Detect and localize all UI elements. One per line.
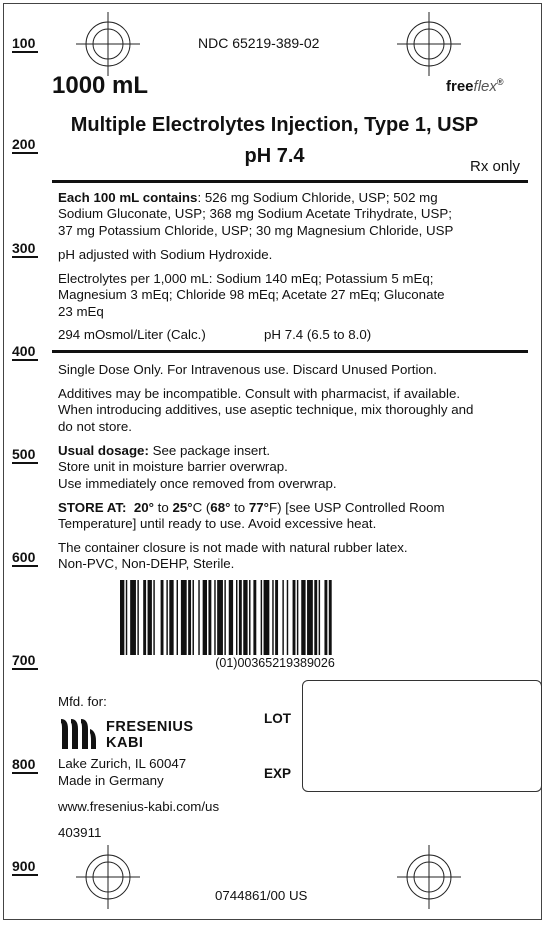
divider <box>52 350 528 353</box>
registration-mark-icon <box>76 845 140 909</box>
registration-mark-icon <box>397 845 461 909</box>
barcode-bar <box>130 580 136 655</box>
scale-tick <box>12 462 38 464</box>
barcode-bar <box>239 580 242 655</box>
address-block <box>58 755 186 789</box>
barcode-text: (01)00365219389026 <box>215 656 335 670</box>
divider <box>52 180 528 183</box>
barcode-bar <box>272 580 273 655</box>
latex-statement: The container closure is not made with natural rubber latex. <box>58 540 408 555</box>
store-temp: C ( <box>192 500 211 515</box>
product-title-line1: Multiple Electrolytes Injection, Type 1, USP <box>70 114 479 136</box>
volume: 1000 mL <box>52 72 149 99</box>
scale-mark-300: 300 <box>12 240 36 256</box>
barcode-bar <box>329 580 332 655</box>
barcode-bar <box>243 580 247 655</box>
barcode-bar <box>177 580 178 655</box>
scale-mark-700: 700 <box>12 652 36 668</box>
barcode-bar <box>169 580 173 655</box>
contains-text: : 526 mg Sodium Chloride, USP; 502 mg <box>197 190 438 205</box>
exp-label: EXP <box>264 766 292 781</box>
barcode-bar <box>153 580 154 655</box>
barcode-bar <box>148 580 152 655</box>
scale-mark-800: 800 <box>12 756 36 772</box>
store-temp-line2: Temperature] until ready to use. Avoid excessive heat. <box>58 516 377 532</box>
barcode-bar <box>314 580 317 655</box>
osmolarity: 294 mOsmol/Liter (Calc.) <box>58 327 206 342</box>
barcode <box>120 580 430 655</box>
barcode-bar <box>249 580 250 655</box>
dosage-label: Usual dosage: <box>58 443 149 458</box>
product-title-line2: pH 7.4 <box>244 145 305 167</box>
barcode-bar <box>181 580 187 655</box>
electrolytes-block <box>58 271 533 320</box>
use-immediately: Use immediately once removed from overwrap. <box>58 475 337 491</box>
scale-mark-100: 100 <box>12 35 36 51</box>
barcode-bar <box>120 580 124 655</box>
ph-range: pH 7.4 (6.5 to 8.0) <box>264 327 372 342</box>
store-temp: 77° <box>248 500 269 515</box>
barcode-bar <box>229 580 233 655</box>
brand-free: free <box>446 78 474 95</box>
registration-mark-icon <box>76 12 140 76</box>
city: Lake Zurich, IL 60047 <box>58 756 187 771</box>
barcode-bar <box>224 580 225 655</box>
lot-label: LOT <box>264 711 291 726</box>
additives-block <box>58 386 533 435</box>
store-temp: to <box>153 500 173 515</box>
product-code: 403911 <box>58 825 102 840</box>
company-line: FRESENIUS <box>106 719 194 735</box>
scale-tick <box>12 874 38 876</box>
dosage-text: See package insert. <box>148 443 271 458</box>
store-moisture: Store unit in moisture barrier overwrap. <box>58 459 288 475</box>
footer-code: 0744861/00 US <box>215 888 308 903</box>
scale-mark-900: 900 <box>12 858 36 874</box>
barcode-bar <box>236 580 237 655</box>
scale-tick <box>12 565 38 567</box>
scale-mark-200: 200 <box>12 136 36 152</box>
barcode-bar <box>126 580 127 655</box>
additives-text: Additives may be incompatible. Consult with pharmacist, if available. <box>58 386 461 401</box>
scale-tick <box>12 51 38 53</box>
barcode-bar <box>297 580 298 655</box>
electrolytes-text: Electrolytes per 1,000 mL: Sodium 140 mEq; Potassium 5 mEq; <box>58 271 434 286</box>
barcode-bar <box>253 580 256 655</box>
contains-text: Sodium Gluconate, USP; 368 mg Sodium Acetate Trihydrate, USP; <box>58 206 452 222</box>
barcode-bar <box>217 580 223 655</box>
store-temp: 68° <box>210 500 231 515</box>
store-temp: 20° <box>133 500 154 515</box>
barcode-bar <box>208 580 211 655</box>
additives-text: When introducing additives, use aseptic technique, mix thoroughly and <box>58 402 474 418</box>
contains-label: Each 100 mL contains <box>58 190 198 205</box>
barcode-bar <box>301 580 305 655</box>
website: www.fresenius-kabi.com/us <box>58 799 220 814</box>
barcode-bar <box>275 580 278 655</box>
brand-flex: flex <box>473 78 497 95</box>
store-at-label: STORE AT: <box>58 500 127 515</box>
latex-block <box>58 540 533 573</box>
ph-adjusted: pH adjusted with Sodium Hydroxide. <box>58 247 273 262</box>
scale-tick <box>12 772 38 774</box>
barcode-bar <box>161 580 164 655</box>
electrolytes-text: Magnesium 3 mEq; Chloride 98 mEq; Acetate 27 mEq; Gluconate <box>58 287 445 303</box>
registration-mark-icon <box>397 12 461 76</box>
store-temp: to <box>230 500 249 515</box>
non-pvc-statement: Non-PVC, Non-DEHP, Sterile. <box>58 556 235 572</box>
barcode-bar <box>188 580 191 655</box>
ndc-number: NDC 65219-389-02 <box>198 35 320 51</box>
storage-block <box>58 500 533 533</box>
scale-mark-600: 600 <box>12 549 36 565</box>
scale-tick <box>12 256 38 258</box>
barcode-bar <box>293 580 296 655</box>
barcode-bar <box>287 580 288 655</box>
barcode-bar <box>214 580 215 655</box>
scale-mark-500: 500 <box>12 446 36 462</box>
barcode-bar <box>203 580 207 655</box>
company-line: KABI <box>106 735 144 751</box>
lot-exp-box <box>302 680 542 792</box>
barcode-bar <box>282 580 283 655</box>
dosage-block <box>58 443 533 492</box>
barcode-bar <box>166 580 167 655</box>
single-dose: Single Dose Only. For Intravenous use. Discard Unused Portion. <box>58 362 437 377</box>
barcode-bar <box>307 580 313 655</box>
barcode-bar <box>137 580 138 655</box>
barcode-bar <box>324 580 327 655</box>
made-in: Made in Germany <box>58 773 164 788</box>
scale-tick <box>12 359 38 361</box>
mfd-for: Mfd. for: <box>58 694 107 709</box>
composition-block <box>58 190 533 239</box>
store-temp: F) [see USP Controlled Room <box>269 500 445 515</box>
company-name <box>106 719 194 751</box>
barcode-bar <box>261 580 262 655</box>
additives-text: do not store. <box>58 418 132 434</box>
fresenius-logo-icon <box>58 715 98 753</box>
barcode-bar <box>198 580 199 655</box>
brand-reg: ® <box>496 77 504 87</box>
store-temp: 25° <box>172 500 193 515</box>
barcode-bar <box>143 580 146 655</box>
rx-only: Rx only <box>470 158 521 175</box>
scale-mark-400: 400 <box>12 343 36 359</box>
contains-text: 37 mg Potassium Chloride, USP; 30 mg Magnesium Chloride, USP <box>58 222 454 238</box>
scale-tick <box>12 668 38 670</box>
electrolytes-text: 23 mEq <box>58 303 104 319</box>
brand-logo <box>446 77 504 95</box>
barcode-bar <box>264 580 270 655</box>
barcode-bar <box>319 580 320 655</box>
barcode-bar <box>193 580 194 655</box>
